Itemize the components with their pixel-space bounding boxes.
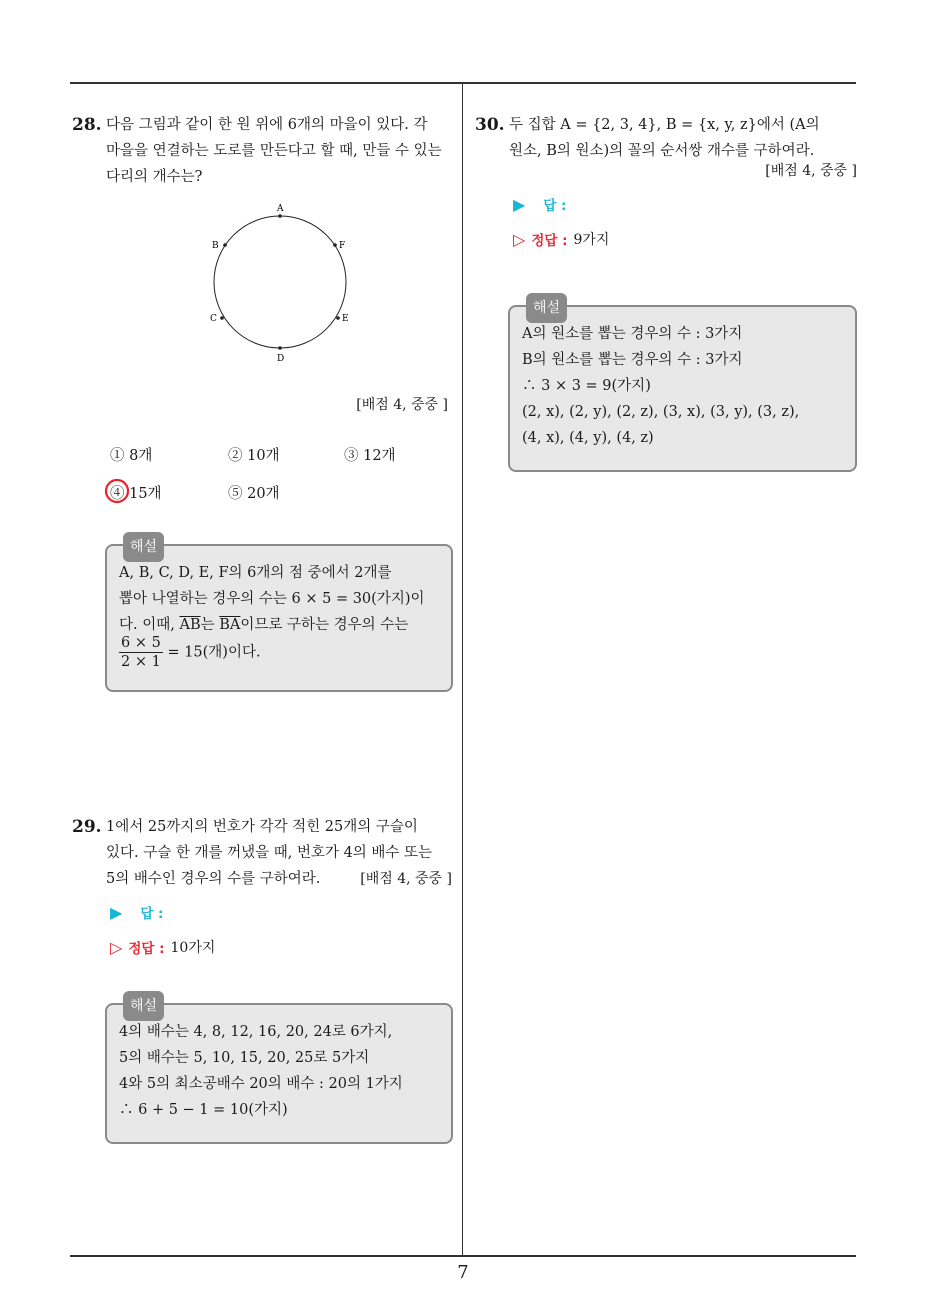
explanation-line-4: ∴ 6 + 5 − 1 = 10(가지) — [119, 1102, 288, 1118]
explanation-line-1: A, B, C, D, E, F의 6개의 점 중에서 2개를 — [119, 565, 392, 581]
explanation-tag: 해설 — [526, 293, 567, 323]
right-triangle-outline-icon: ▷ — [110, 937, 123, 957]
segment-ab: $\overline{AB}$ — [179, 617, 201, 633]
choice-4-symbol: ④ — [110, 486, 125, 502]
point-a — [278, 214, 282, 218]
q28-points: [배점 4, 중중 ] — [356, 397, 448, 413]
top-rule — [70, 82, 856, 84]
right-triangle-filled-icon: ▶ — [513, 194, 526, 214]
q28-explanation-box — [105, 539, 453, 692]
explanation-line-4: (2, x), (2, y), (2, z), (3, x), (3, y), (3, z), — [522, 404, 800, 420]
segment-ba: $\overline{BA}$ — [219, 617, 241, 633]
column-divider — [462, 82, 463, 1256]
q30-points: [배점 4, 중중 ] — [765, 163, 857, 179]
correct-label: 정답 : — [531, 233, 568, 249]
explanation-line-5: (4, x), (4, y), (4, z) — [522, 430, 654, 446]
label-f: F — [339, 241, 346, 251]
point-f — [333, 243, 337, 247]
explanation-tag: 해설 — [123, 991, 164, 1021]
red-circle-mark-icon — [103, 477, 133, 505]
explanation-line-4: $\frac{6 \times 5}{2 \times 1}$ = 15(개)이다. — [121, 635, 261, 670]
label-a: A — [277, 204, 284, 214]
label-e: E — [342, 314, 349, 324]
question-number: 28. — [72, 115, 102, 135]
q29-answer — [110, 900, 452, 924]
choice-4-value: 15개 — [129, 486, 162, 502]
right-triangle-filled-icon: ▶ — [110, 902, 123, 922]
question-number: 30. — [475, 115, 505, 135]
explanation-line-2: 뽑아 나열하는 경우의 수는 6 × 5 = 30(가지)이 — [119, 591, 425, 607]
bottom-rule — [70, 1255, 856, 1257]
point-b — [223, 243, 227, 247]
explanation-line-2: 5의 배수는 5, 10, 15, 20, 25로 5가지 — [119, 1050, 370, 1066]
q30-explanation-box — [508, 300, 857, 472]
explanation-line-1: 4의 배수는 4, 8, 12, 16, 20, 24로 6가지, — [119, 1024, 393, 1040]
q29-points: [배점 4, 중중 ] — [360, 871, 452, 887]
explanation-line-3: 다. 이때, $\overline{AB}$는 $\overline{BA}$이므로 구하는 경우의 수는 — [119, 617, 409, 633]
right-triangle-outline-icon: ▷ — [513, 229, 526, 249]
question-29: 29. 1에서 25까지의 번호가 각각 적힌 25개의 구슬이 있다. 구슬 한 개를 꺼냈을 때, 번호가 4의 배수 또는 5의 배수인 경우의 수를 구하여라. [배점 4, 중중 ] ▶ 답 : ▷ 정답 : 10가지 — [106, 814, 452, 960]
explanation-tag: 해설 — [123, 532, 164, 562]
fraction: $\frac{6 \times 5}{2 \times 1}$ — [121, 635, 161, 670]
choice-5[interactable]: ⑤ 20개 — [228, 486, 280, 502]
correct-label: 정답 : — [128, 941, 165, 957]
question-number: 29. — [72, 817, 102, 837]
answer-label: 답 : — [140, 906, 164, 922]
explanation-line-1: A의 원소를 뽑는 경우의 수 : 3가지 — [522, 326, 743, 342]
choice-3[interactable]: ③ 12개 — [344, 448, 396, 464]
choice-2[interactable]: ② 10개 — [228, 448, 280, 464]
point-e — [336, 316, 340, 320]
correct-value: 9가지 — [573, 232, 610, 248]
explanation-line-3: ∴ 3 × 3 = 9(가지) — [522, 378, 651, 394]
circle-figure — [200, 200, 370, 370]
point-c — [220, 316, 224, 320]
question-30: 30. 두 집합 A = {2, 3, 4}, B = {x, y, z}에서 (A의 원소, B의 원소)의 꼴의 순서쌍 개수를 구하여라. [배점 4, 중중 ] ▶ 답 : ▷ 정답 : 9가지 — [509, 112, 857, 252]
label-c: C — [210, 314, 217, 324]
q29-explanation-box — [105, 998, 453, 1144]
q30-answer — [513, 192, 857, 216]
choice-1[interactable]: ① 8개 — [110, 448, 153, 464]
q29-correct — [110, 934, 452, 960]
q30-correct — [513, 226, 857, 252]
point-d — [278, 346, 282, 350]
question-text: 다음 그림과 같이 한 원 위에 6개의 마을이 있다. 각 마을을 연결하는 도로를 만든다고 할 때, 만들 수 있는 다리의 개수는? — [106, 117, 442, 185]
correct-value: 10가지 — [170, 940, 216, 956]
label-b: B — [212, 241, 219, 251]
explanation-line-3: 4와 5의 최소공배수 20의 배수 : 20의 1가지 — [119, 1076, 403, 1092]
label-d: D — [277, 354, 285, 364]
question-28 — [72, 112, 446, 190]
page-number: 7 — [457, 1262, 469, 1283]
explanation-line-2: B의 원소를 뽑는 경우의 수 : 3가지 — [522, 352, 743, 368]
answer-label: 답 : — [543, 198, 567, 214]
